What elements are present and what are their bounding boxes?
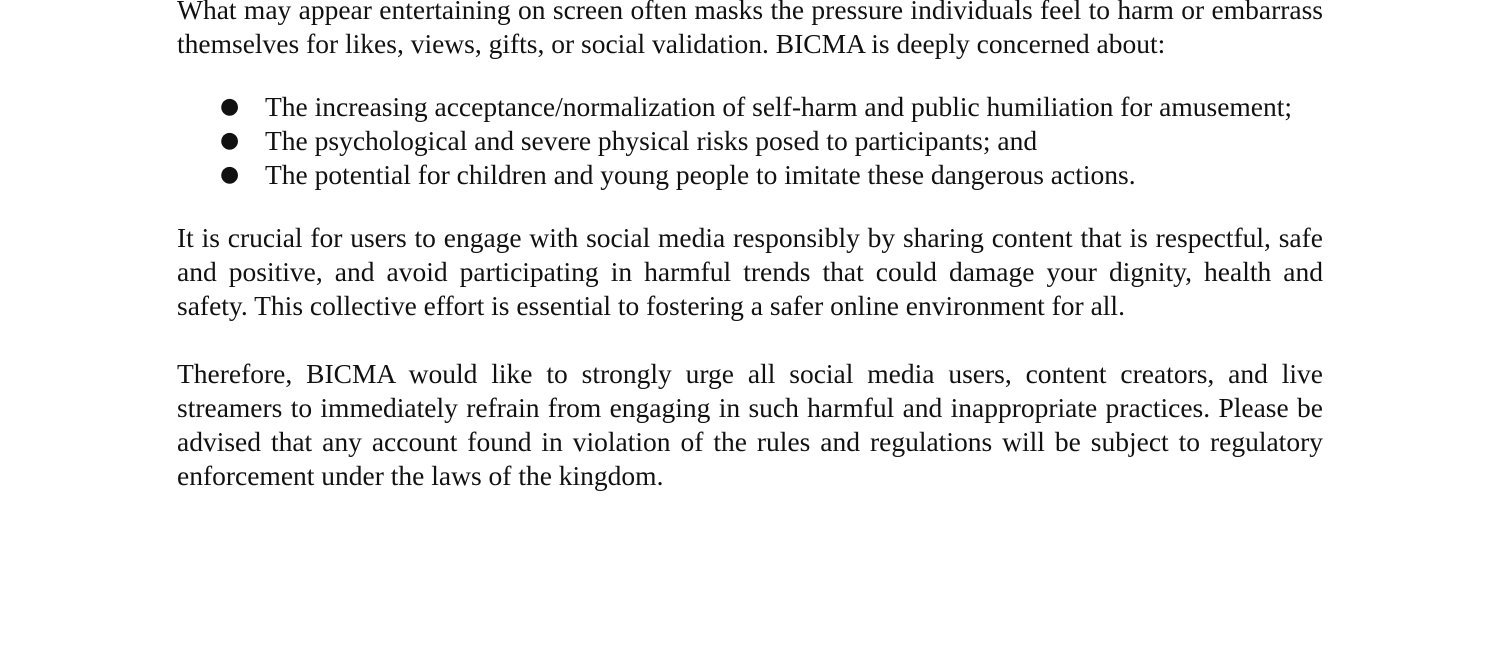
- intro-paragraph: What may appear entertaining on screen often masks the pressure individuals feel to harm or embarrass themselves for likes, views, gifts, or social validation. BICMA is deeply concerned about:: [177, 0, 1323, 59]
- list-item-text: The increasing acceptance/normalization of self-harm and public humiliation for amusement;: [265, 91, 1293, 122]
- bullet-icon: ●: [220, 128, 240, 153]
- bullet-icon: ●: [220, 94, 240, 119]
- bullet-icon: ●: [220, 162, 240, 187]
- list-item: [177, 158, 1323, 192]
- concerns-list: [177, 90, 1323, 192]
- list-item: [177, 90, 1323, 124]
- list-item-text: The potential for children and young people to imitate these dangerous actions.: [265, 159, 1136, 190]
- list-item-text: The psychological and severe physical risks posed to participants; and: [265, 125, 1038, 156]
- urge-paragraph: Therefore, BICMA would like to strongly urge all social media users, content creators, and live streamers to immediately refrain from engaging in such harmful and inappropriate practices. Please be advised that any account found in violation of the rules and regulations will be subject to regulatory enforcement under the laws of the kingdom.: [177, 358, 1323, 491]
- responsibility-paragraph: It is crucial for users to engage with social media responsibly by sharing content that is respectful, safe and positive, and avoid participating in harmful trends that could damage your dignity, health and safety. This collective effort is essential to fostering a safer online environment for all.: [177, 222, 1323, 321]
- document-body: [177, 0, 1323, 493]
- list-item: [177, 124, 1323, 158]
